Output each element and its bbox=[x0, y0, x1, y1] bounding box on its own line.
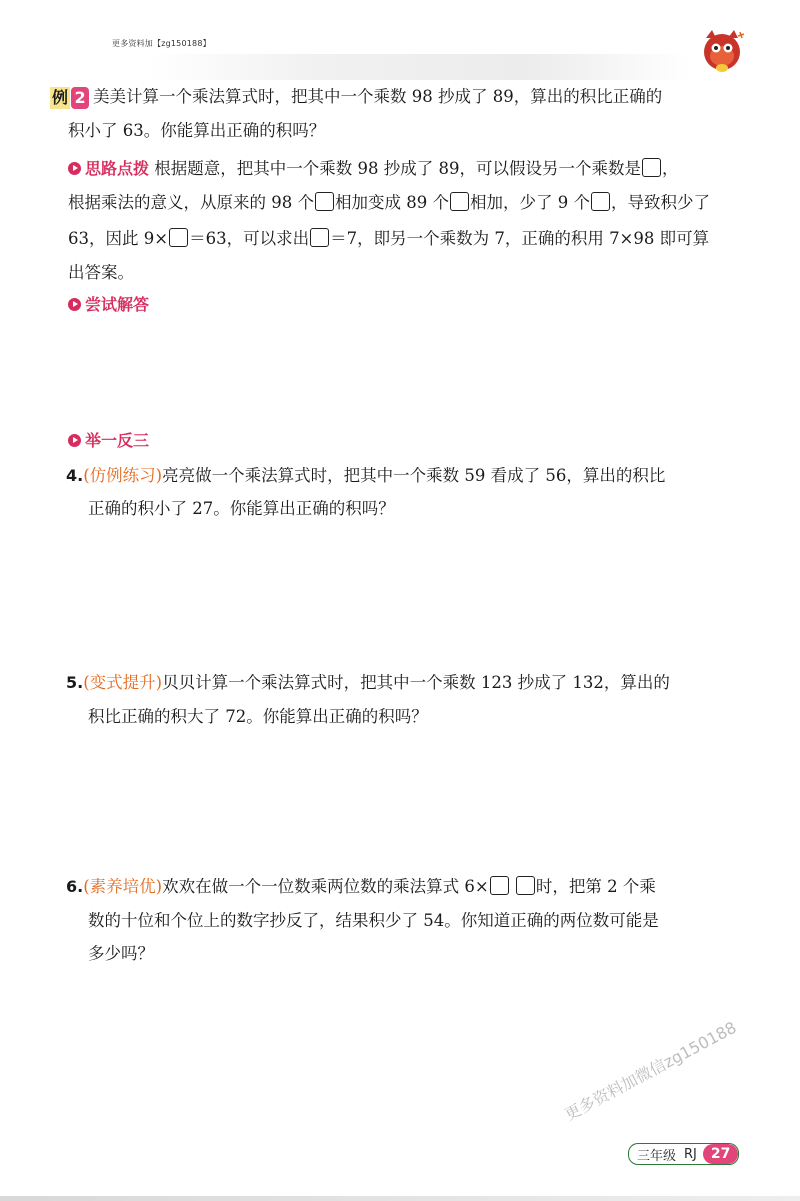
hint-line-1 bbox=[68, 158, 679, 180]
hint-line-4: 出答案。 bbox=[68, 263, 134, 282]
blank-box bbox=[490, 876, 509, 895]
attempt-heading bbox=[68, 294, 149, 316]
question-5-line-2: 积比正确的积大了 72。你能算出正确的积吗？ bbox=[88, 707, 428, 726]
question-number: 4. bbox=[66, 466, 84, 485]
question-text: 亮亮做一个乘法算式时，把其中一个乘数 59 看成了 56，算出的积比 bbox=[162, 466, 666, 485]
blank-box bbox=[642, 158, 661, 177]
hint-line-3 bbox=[68, 228, 709, 250]
example-number: 2 bbox=[71, 87, 89, 109]
blank-box bbox=[310, 228, 329, 247]
question-6-line-2: 数的十位和个位上的数字抄反了，结果积少了 54。你知道正确的两位数可能是 bbox=[88, 911, 659, 930]
play-bullet-icon bbox=[68, 298, 81, 311]
play-bullet-icon bbox=[68, 434, 81, 447]
watermark: 更多资料加微信zg150188 bbox=[561, 1017, 740, 1125]
question-tag: (变式提升) bbox=[83, 673, 163, 692]
blank-box bbox=[516, 876, 535, 895]
question-text-a: 欢欢在做一个一位数乘两位数的乘法算式 6× bbox=[162, 877, 489, 896]
hint-text-3b: ＝63，可以求出 bbox=[189, 229, 310, 248]
example-label: 例 bbox=[52, 87, 69, 107]
question-6-line-3: 多少吗？ bbox=[88, 944, 154, 963]
scan-edge bbox=[0, 1196, 800, 1201]
mascot-icon bbox=[700, 26, 746, 74]
hint-text-2c: 相加，少了 9 个 bbox=[470, 193, 590, 212]
blank-box bbox=[315, 192, 334, 211]
question-number: 6. bbox=[66, 877, 84, 896]
question-tag: (仿例练习) bbox=[83, 466, 163, 485]
play-bullet-icon bbox=[68, 162, 81, 175]
question-4-line-2: 正确的积小了 27。你能算出正确的积吗？ bbox=[88, 499, 395, 518]
hint-text-3c: ＝7，即另一个乘数为 7，正确的积用 7×98 即可算 bbox=[330, 229, 710, 248]
footer-grade: 三年级 bbox=[637, 1148, 677, 1164]
header-note: 更多资料加【zg150188】 bbox=[112, 39, 211, 48]
hint-text-3a: 63，因此 9× bbox=[68, 229, 169, 248]
blank-box bbox=[591, 192, 610, 211]
question-text: 贝贝计算一个乘法算式时，把其中一个乘数 123 抄成了 132，算出的 bbox=[162, 673, 670, 692]
practice-title: 举一反三 bbox=[85, 431, 150, 450]
example-problem-1: 美美计算一个乘法算式时，把其中一个乘数 98 抄成了 89，算出的积比正确的 bbox=[93, 87, 663, 106]
hint-text-2a: 根据乘法的意义，从原来的 98 个 bbox=[68, 193, 314, 212]
hint-text-2d: ，导致积少了 bbox=[611, 193, 710, 212]
example-badge bbox=[50, 87, 89, 109]
practice-heading bbox=[68, 430, 149, 452]
hint-title: 思路点拨 bbox=[85, 159, 150, 178]
page-footer bbox=[628, 1143, 739, 1165]
question-tag: (素养培优) bbox=[83, 877, 163, 896]
hint-text-1b: ， bbox=[662, 159, 679, 178]
example-problem-2: 积小了 63。你能算出正确的积吗？ bbox=[68, 121, 326, 140]
page-number: 27 bbox=[703, 1144, 738, 1164]
blank-box bbox=[450, 192, 469, 211]
question-text-b: 时，把第 2 个乘 bbox=[535, 877, 656, 896]
example-line-1 bbox=[50, 86, 662, 109]
footer-edition: RJ bbox=[684, 1146, 697, 1162]
hint-text-1a: 根据题意，把其中一个乘数 98 抄成了 89，可以假设另一个乘数是 bbox=[154, 159, 641, 178]
hint-text-2b: 相加变成 89 个 bbox=[335, 193, 449, 212]
blank-box bbox=[169, 228, 188, 247]
question-number: 5. bbox=[66, 673, 84, 692]
question-6-line-1 bbox=[66, 876, 656, 898]
question-4-line-1 bbox=[66, 465, 665, 487]
attempt-title: 尝试解答 bbox=[85, 295, 150, 314]
question-5-line-1 bbox=[66, 672, 670, 694]
hint-line-2 bbox=[68, 192, 710, 214]
scan-smudge bbox=[150, 54, 690, 80]
